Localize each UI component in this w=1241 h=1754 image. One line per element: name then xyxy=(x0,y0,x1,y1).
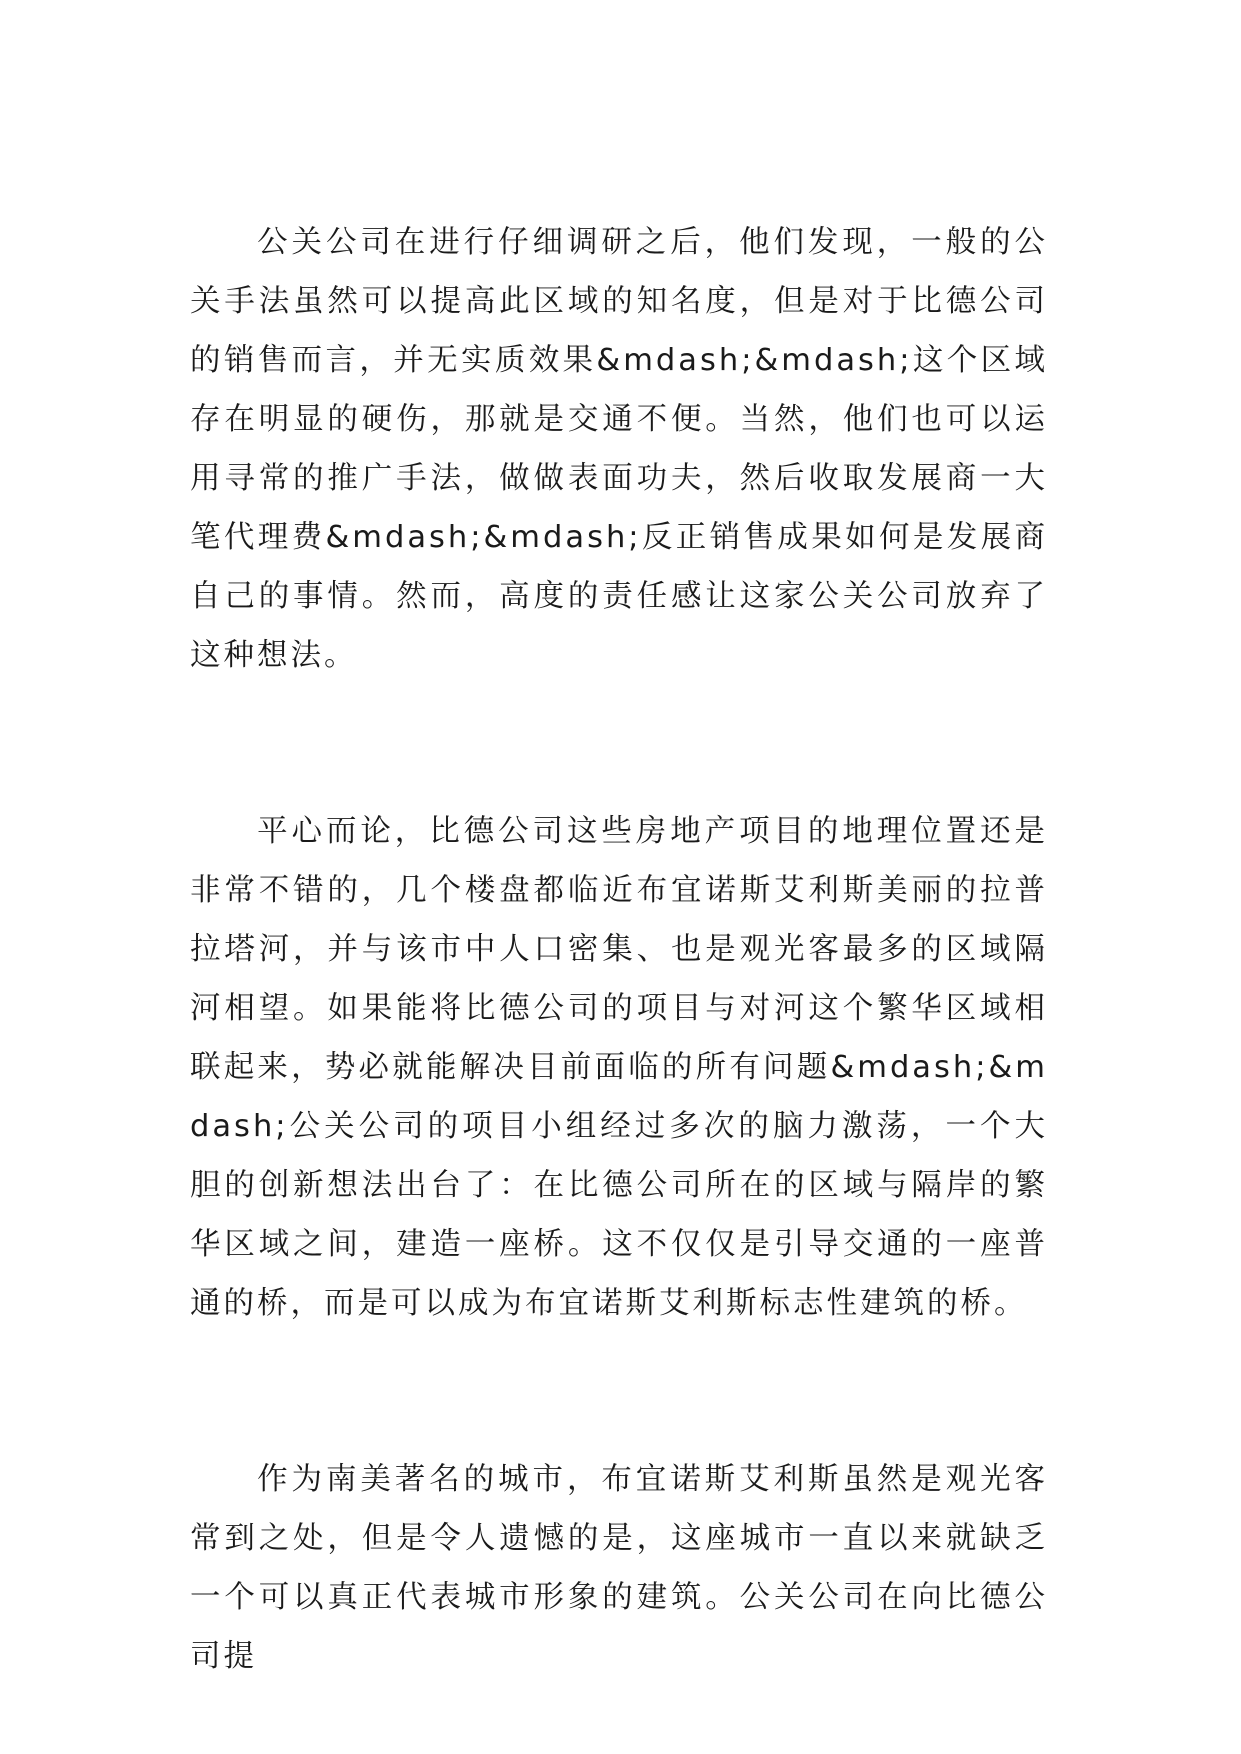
document-body xyxy=(190,213,1048,1686)
paragraph-bridge-idea: 平心而论，比德公司这些房地产项目的地理位置还是非常不错的，几个楼盘都临近布宜诺斯艾利斯美丽的拉普拉塔河，并与该市中人口密集、也是观光客最多的区域隔河相望。如果能将比德公司的项目与对河这个繁华区域相联起来，势必就能解决目前面临的所有问题&mdash;&mdash;公关公司的项目小组经过多次的脑力激荡，一个大胆的创新想法出台了：在比德公司所在的区域与隔岸的繁华区域之间，建造一座桥。这不仅仅是引导交通的一座普通的桥，而是可以成为布宜诺斯艾利斯标志性建筑的桥。 xyxy=(190,814,1048,1321)
paragraph-city-landmark: 作为南美著名的城市，布宜诺斯艾利斯虽然是观光客常到之处，但是令人遗憾的是，这座城市一直以来就缺乏一个可以真正代表城市形象的建筑。公关公司在向比德公司提 xyxy=(190,1462,1048,1674)
paragraph-pr-research: 公关公司在进行仔细调研之后，他们发现，一般的公关手法虽然可以提高此区域的知名度，但是对于比德公司的销售而言，并无实质效果&mdash;&mdash;这个区域存在明显的硬伤，那就是交通不便。当然，他们也可以运用寻常的推广手法，做做表面功夫，然后收取发展商一大笔代理费&mdash;&mdash;反正销售成果如何是发展商自己的事情。然而，高度的责任感让这家公关公司放弃了这种想法。 xyxy=(190,225,1048,673)
